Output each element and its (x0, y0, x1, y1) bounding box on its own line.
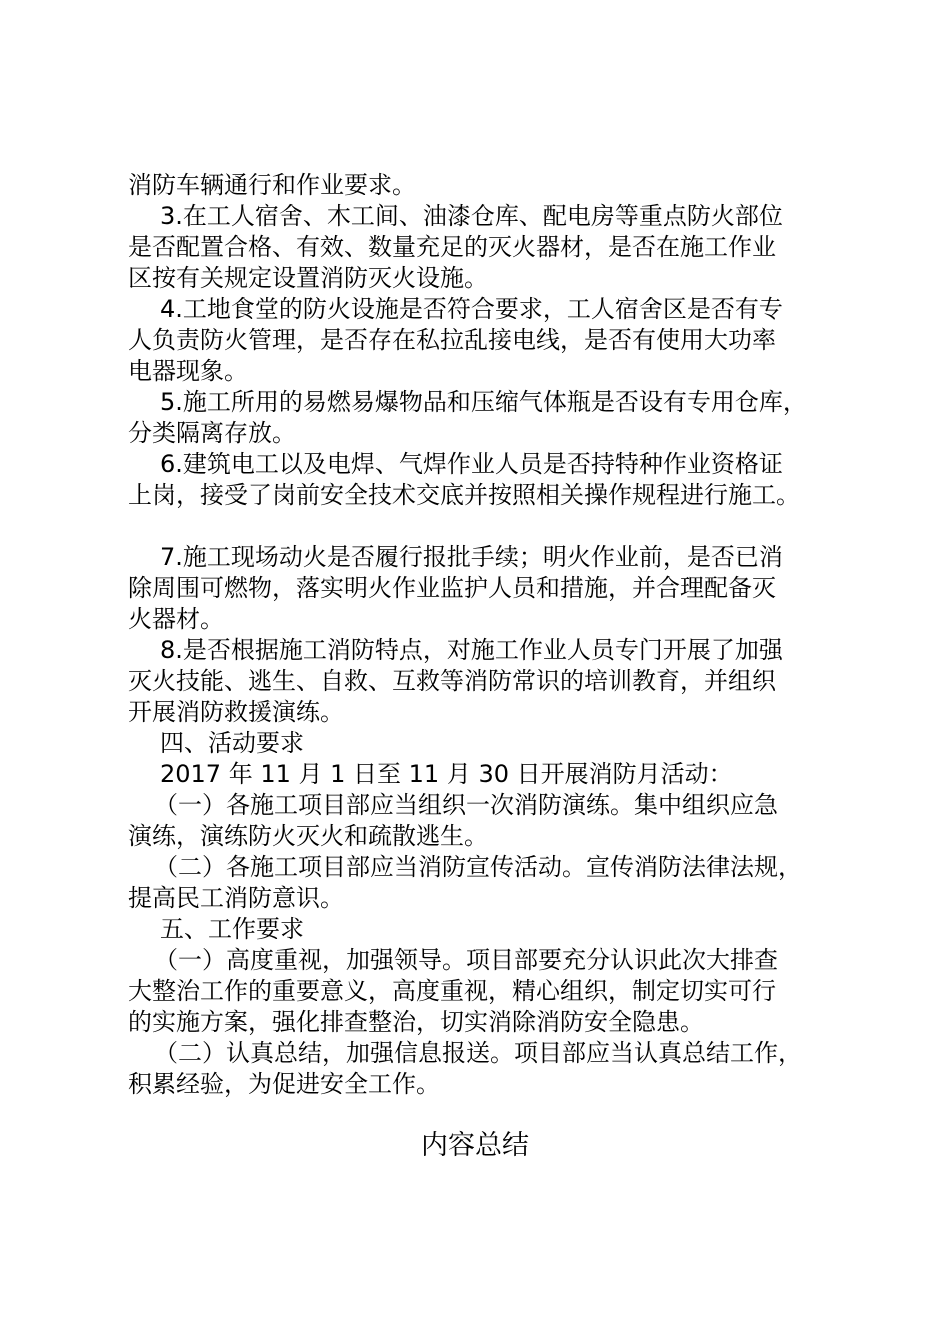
text-line: 区按有关规定设置消防灭火设施。 (128, 264, 488, 292)
text-line: 3.在工人宿舍、木工间、油漆仓库、配电房等重点防火部位 (160, 202, 783, 230)
text-line: 上岗，接受了岗前安全技术交底并按照相关操作规程进行施工。 (128, 481, 800, 509)
text-line: 是否配置合格、有效、数量充足的灭火器材，是否在施工作业 (128, 233, 776, 261)
blank-line (128, 511, 852, 542)
text-line: （二）各施工项目部应当消防宣传活动。宣传消防法律法规， (154, 853, 802, 881)
section-heading: 四、活动要求 (160, 729, 304, 757)
text-line: 的实施方案，强化排查整治，切实消除消防安全隐患。 (128, 1008, 704, 1036)
text-line: 7.施工现场动火是否履行报批手续；明火作业前，是否已消 (160, 543, 783, 571)
text-line: 2017 年 11 月 1 日至 11 月 30 日开展消防月活动： (160, 760, 733, 788)
document-body (128, 170, 852, 1100)
text-line: 电器现象。 (128, 357, 248, 385)
text-line: 火器材。 (128, 605, 224, 633)
text-line: 积累经验，为促进安全工作。 (128, 1070, 440, 1098)
text-line: （一）各施工项目部应当组织一次消防演练。集中组织应急 (154, 791, 778, 819)
text-line: 人负责防火管理，是否存在私拉乱接电线，是否有使用大功率 (128, 326, 776, 354)
text-line: 4.工地食堂的防火设施是否符合要求，工人宿舍区是否有专 (160, 295, 783, 323)
text-line: （一）高度重视，加强领导。项目部要充分认识此次大排查 (154, 946, 778, 974)
text-line: 开展消防救援演练。 (128, 698, 344, 726)
text-line: 灭火技能、逃生、自救、互救等消防常识的培训教育，并组织 (128, 667, 776, 695)
text-line: 消防车辆通行和作业要求。 (128, 171, 416, 199)
text-line: 分类隔离存放。 (128, 419, 296, 447)
text-line: 6.建筑电工以及电焊、气焊作业人员是否持特种作业资格证 (160, 450, 783, 478)
text-line: 大整治工作的重要意义，高度重视，精心组织，制定切实可行 (128, 977, 776, 1005)
text-line: 提高民工消防意识。 (128, 884, 344, 912)
text-line: 8.是否根据施工消防特点，对施工作业人员专门开展了加强 (160, 636, 783, 664)
text-line: 除周围可燃物，落实明火作业监护人员和措施，并合理配备灭 (128, 574, 776, 602)
text-line: （二）认真总结，加强信息报送。项目部应当认真总结工作， (154, 1039, 802, 1067)
text-line: 5.施工所用的易燃易爆物品和压缩气体瓶是否设有专用仓库， (160, 388, 807, 416)
text-line: 演练，演练防火灭火和疏散逃生。 (128, 822, 488, 850)
summary-title: 内容总结 (421, 1130, 529, 1161)
section-heading: 五、工作要求 (160, 915, 304, 943)
